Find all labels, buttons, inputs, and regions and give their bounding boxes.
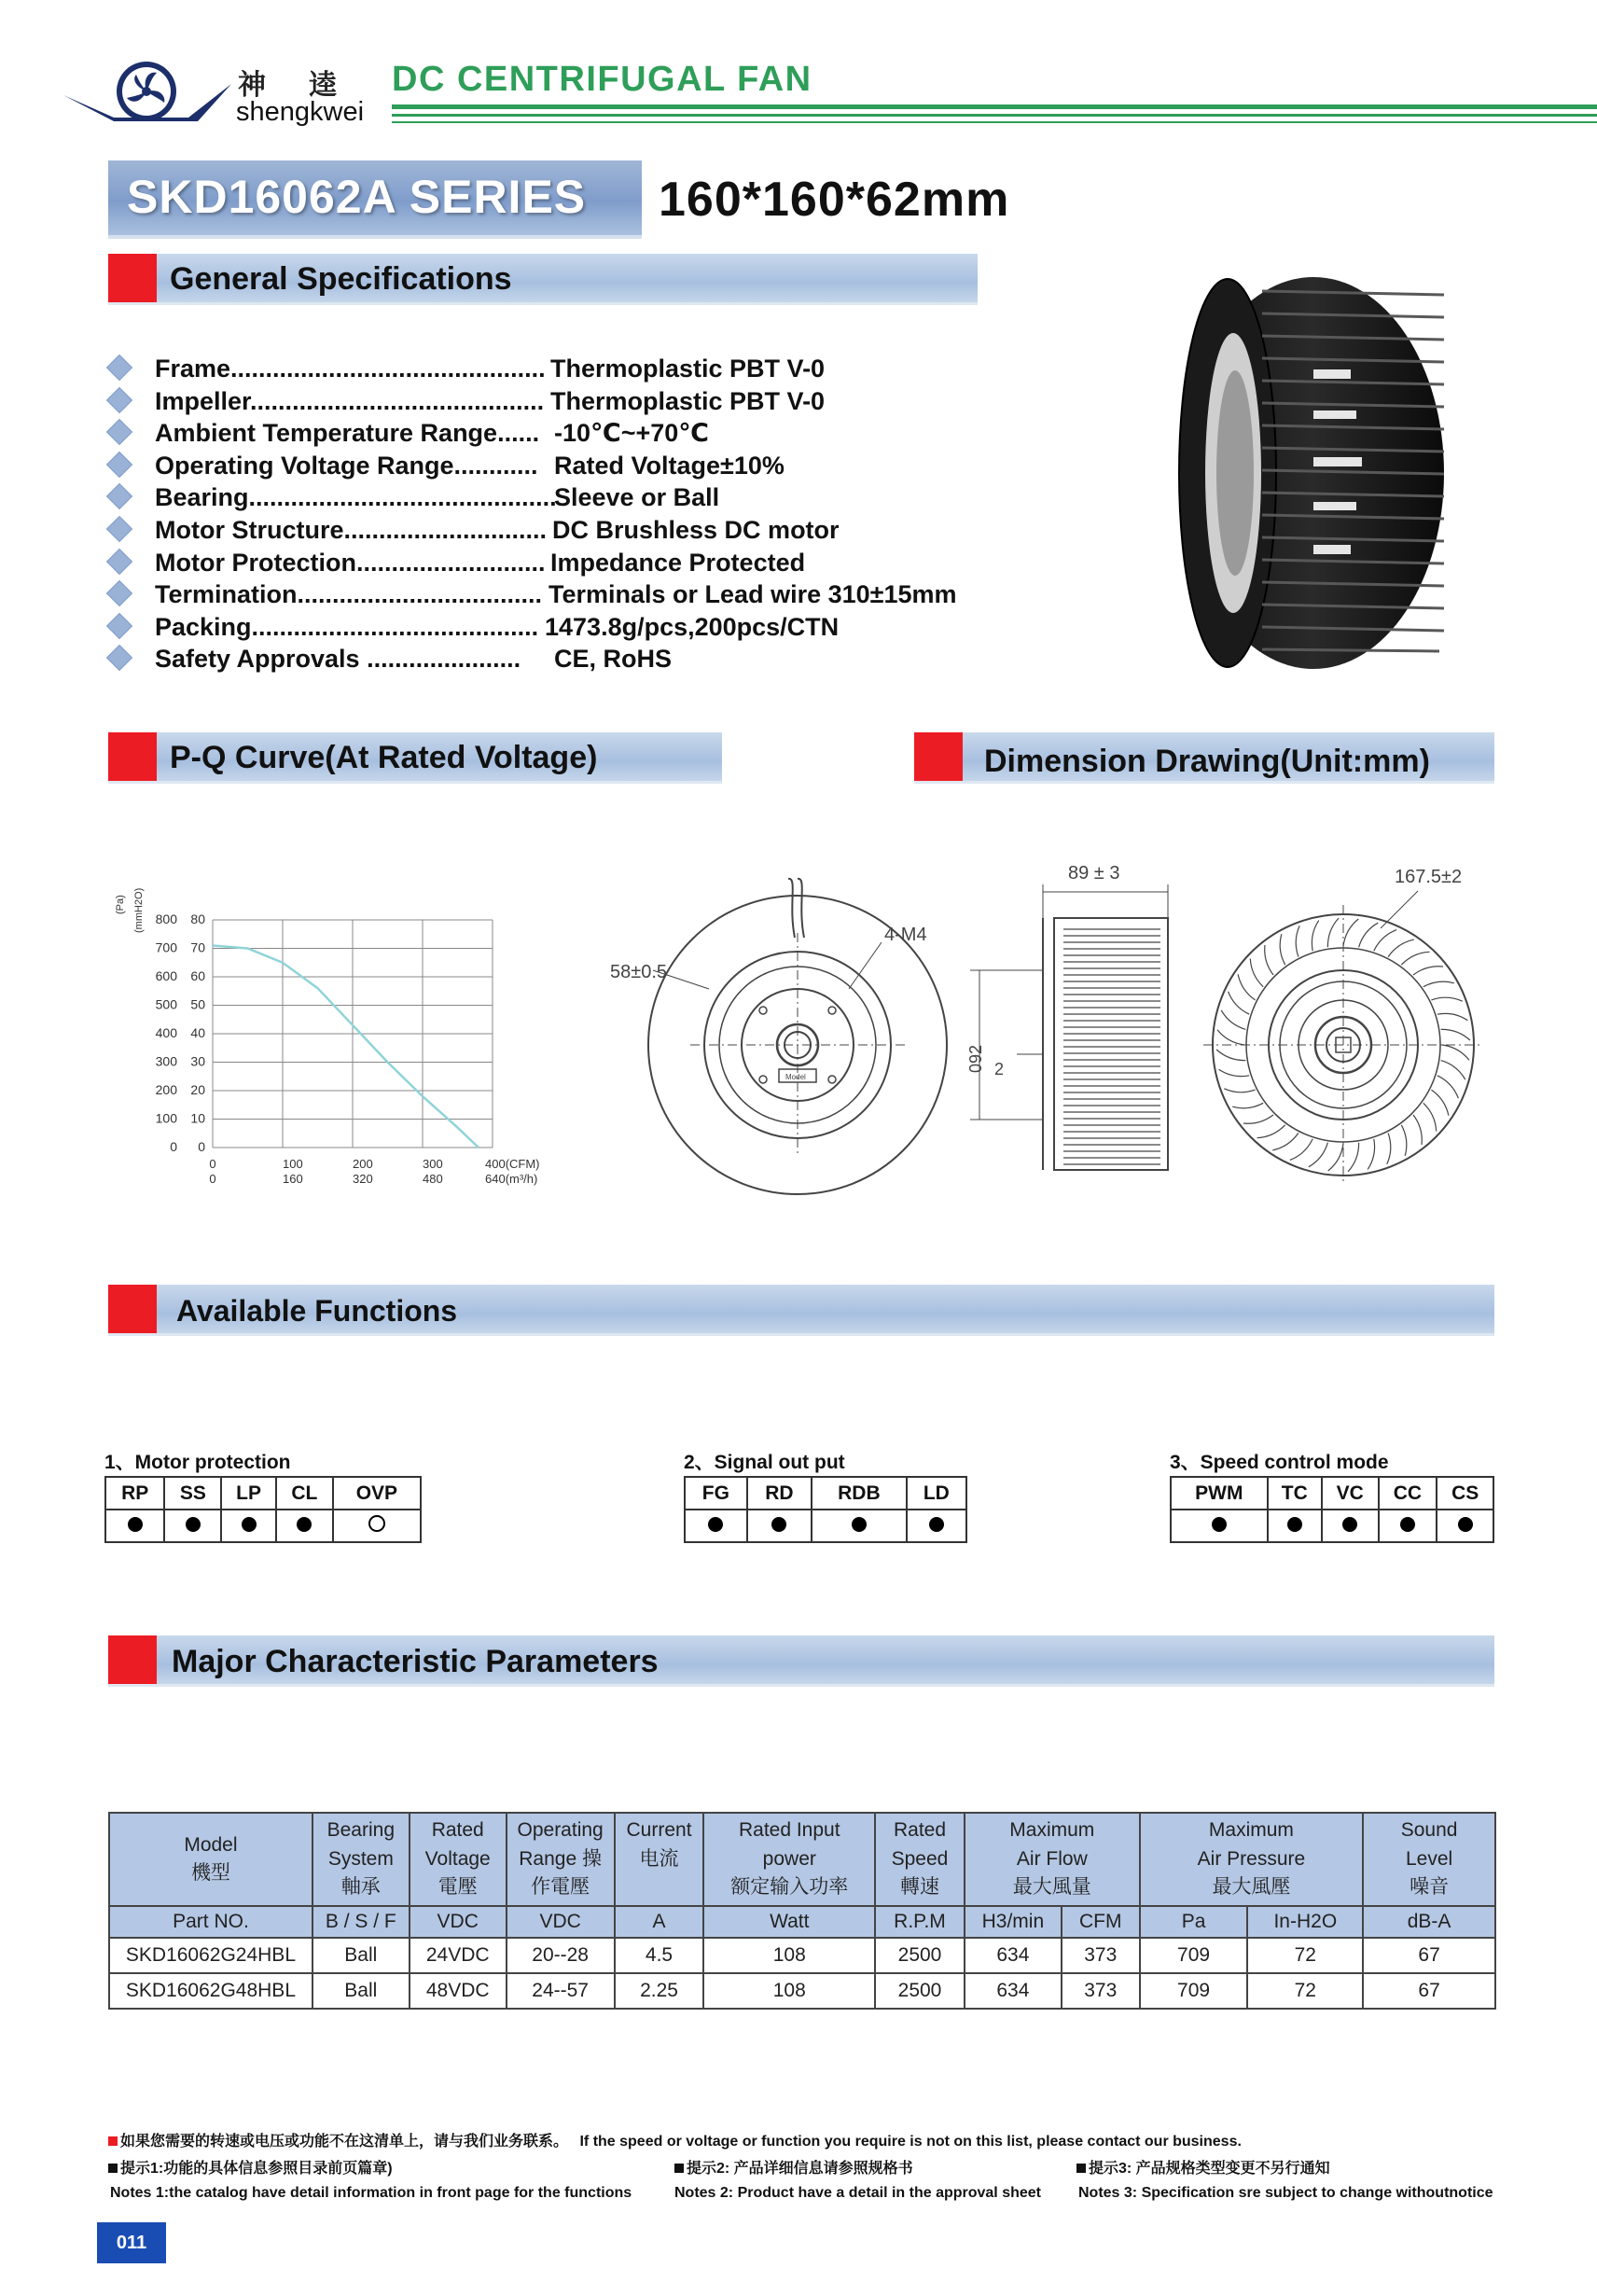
- title-rule-1: [392, 104, 1597, 109]
- hub-label: Model: [785, 1073, 806, 1081]
- unit-cell: VDC: [410, 1906, 507, 1938]
- unit-cell: VDC: [507, 1906, 615, 1938]
- header-current: Current 电流: [615, 1813, 704, 1906]
- signal-output-table: [684, 1476, 967, 1543]
- available-dot-icon: [929, 1517, 944, 1532]
- table-cell: Ball: [312, 1938, 410, 1973]
- title-rule-2: [392, 114, 1597, 117]
- dim-58: 58±0.5: [610, 962, 668, 982]
- header-air-pressure: Maximum Air Pressure 最大風壓: [1140, 1813, 1364, 1906]
- table-cell: 72: [1247, 1973, 1363, 2009]
- function-mark: [1379, 1510, 1437, 1542]
- table-cell: 2500: [875, 1973, 965, 2009]
- function-code-cc: CC: [1379, 1477, 1437, 1510]
- available-dot-icon: [1287, 1517, 1302, 1532]
- spec-value: 1473.8g/pcs,200pcs/CTN: [545, 612, 840, 641]
- brand-logo: [58, 56, 235, 131]
- bullet-diamond-icon: [106, 386, 132, 412]
- y-tick-pa: 700: [155, 939, 177, 955]
- spec-key: Motor Protection...........................: [155, 548, 546, 577]
- header-input-power: Rated Input power 额定输入功率: [703, 1813, 875, 1906]
- bullet-diamond-icon: [106, 355, 132, 381]
- bullet-diamond-icon: [106, 645, 132, 671]
- pq-chart: [110, 868, 558, 1194]
- section-available-functions: [108, 1285, 1494, 1336]
- available-dot-icon: [1458, 1517, 1473, 1532]
- x-tick-m3h: 480: [423, 1172, 443, 1186]
- unit-cell: Part NO.: [109, 1906, 312, 1938]
- bullet-diamond-icon: [106, 613, 132, 639]
- table-row: [109, 1938, 1495, 1973]
- table-header-row: [109, 1813, 1495, 1906]
- contact-note: 如果您需要的转速或电压或功能不在这清单上，请与我们业务联系。 If the speed or voltage or function you require is not on this list, please contact our business.: [108, 2129, 1242, 2150]
- function-code-cl: CL: [276, 1477, 333, 1510]
- section-title: Available Functions: [176, 1294, 458, 1328]
- spec-value: -10℃~+70℃: [554, 419, 709, 448]
- bullet-diamond-icon: [106, 516, 132, 542]
- table-cell: SKD16062G24HBL: [109, 1938, 312, 1973]
- note-2: Notes 2: Product have a detail in the approval sheet: [674, 2185, 1041, 2201]
- y-tick-mmh2o: 80: [190, 911, 205, 926]
- function-mark: [1268, 1510, 1322, 1542]
- bullet-diamond-icon: [106, 452, 132, 478]
- table-cell: 67: [1363, 1938, 1495, 1973]
- spec-value: Terminals or Lead wire 310±15mm: [549, 580, 957, 609]
- function-code-ss: SS: [164, 1477, 221, 1510]
- header-air-flow: Maximum Air Flow 最大風量: [965, 1813, 1140, 1906]
- spec-value: Thermoplastic PBT V-0: [550, 386, 826, 415]
- function-code-ovp: OVP: [333, 1477, 421, 1510]
- bullet-diamond-icon: [106, 548, 132, 574]
- spec-key: Bearing............................................: [155, 483, 557, 512]
- section-marker: [108, 732, 157, 781]
- spec-key: Impeller..........................................: [155, 386, 545, 415]
- unit-cell: dB-A: [1363, 1906, 1495, 1938]
- table-cell: 2500: [875, 1938, 965, 1973]
- table-cell: 634: [965, 1973, 1062, 2009]
- dimension-drawing: [597, 840, 1493, 1213]
- table-cell: 20--28: [507, 1938, 615, 1973]
- motor-protection-title: 1、Motor protection: [104, 1452, 291, 1473]
- x-tick-cfm: 400(CFM): [485, 1157, 540, 1171]
- table-cell: 634: [965, 1938, 1062, 1973]
- signal-output-title: 2、Signal out put: [684, 1452, 845, 1473]
- function-mark: [276, 1510, 333, 1542]
- note-bullet: [1076, 2164, 1086, 2173]
- page-number: 011: [97, 2222, 166, 2263]
- y-tick-mmh2o: 50: [190, 996, 205, 1012]
- y-tick-mmh2o: 70: [190, 939, 205, 955]
- x-tick-cfm: 200: [353, 1157, 373, 1171]
- available-dot-icon: [771, 1517, 786, 1532]
- table-cell: 24--57: [507, 1973, 615, 2009]
- available-dot-icon: [128, 1517, 143, 1532]
- function-mark: [1437, 1510, 1493, 1542]
- x-tick-m3h: 0: [209, 1172, 216, 1186]
- brand-name-cn: 神逵: [238, 69, 380, 102]
- table-cell: 67: [1363, 1973, 1495, 2009]
- table-cell: 72: [1247, 1938, 1363, 1973]
- function-code-ld: LD: [907, 1477, 966, 1510]
- series-name: SKD16062A SERIES: [127, 171, 587, 223]
- function-code-cs: CS: [1437, 1477, 1493, 1510]
- fan-logo-icon: [58, 56, 235, 131]
- y-tick-mmh2o: 60: [190, 968, 205, 983]
- section-title: P-Q Curve(At Rated Voltage): [170, 740, 598, 775]
- series-banner: [108, 160, 642, 239]
- spec-value: Impedance Protected: [550, 548, 806, 577]
- section-marker: [108, 1635, 157, 1684]
- y-tick-pa: 600: [155, 968, 177, 983]
- bullet-diamond-icon: [106, 580, 132, 606]
- unit-cell: In-H2O: [1247, 1906, 1363, 1938]
- table-cell: 4.5: [615, 1938, 704, 1973]
- available-dot-icon: [1212, 1517, 1227, 1532]
- section-pq-curve: [108, 732, 722, 784]
- x-tick-cfm: 0: [209, 1157, 216, 1171]
- function-mark: [685, 1510, 747, 1542]
- dim-89: 89 ± 3: [1068, 863, 1120, 884]
- y-tick-mmh2o: 0: [198, 1139, 205, 1154]
- table-cell: 709: [1140, 1973, 1248, 2009]
- spec-key: Packing.........................................: [155, 612, 539, 641]
- tip-1: 提示1:功能的具体信息参照目录前页篇章): [108, 2156, 393, 2178]
- function-mark: [812, 1510, 907, 1542]
- function-code-lp: LP: [221, 1477, 276, 1510]
- rear-view: [1203, 891, 1483, 1185]
- table-cell: 373: [1062, 1938, 1140, 1973]
- available-dot-icon: [1342, 1517, 1357, 1532]
- available-dot-icon: [297, 1517, 312, 1532]
- y-axis-label-mmh2o: (mmH2O): [133, 887, 145, 933]
- spec-key: Frame.............................................: [155, 355, 546, 383]
- y-tick-mmh2o: 10: [190, 1110, 205, 1126]
- y-tick-pa: 100: [155, 1110, 177, 1126]
- spec-value: CE, RoHS: [554, 645, 673, 674]
- y-tick-mmh2o: 40: [190, 1025, 205, 1040]
- spec-key: Ambient Temperature Range......: [155, 419, 540, 448]
- x-tick-cfm: 100: [283, 1157, 303, 1171]
- brand-name-en: shengkwei: [236, 97, 365, 127]
- section-general-specifications: [108, 254, 978, 305]
- note-3: Notes 3: Specification sre subject to change withoutnotice: [1078, 2185, 1493, 2201]
- y-tick-pa: 300: [155, 1053, 177, 1069]
- parameter-table: [108, 1812, 1496, 2010]
- table-cell: 24VDC: [410, 1938, 507, 1973]
- header-bearing: Bearing System 軸承: [312, 1813, 410, 1906]
- fan-product-image: [1173, 272, 1474, 674]
- dim-2: 2: [994, 1060, 1005, 1078]
- speed-control-table: [1170, 1476, 1494, 1543]
- note-bullet: [108, 2136, 118, 2146]
- note-bullet: [674, 2164, 684, 2173]
- header-speed: Rated Speed 轉速: [875, 1813, 965, 1906]
- table-units-row: [109, 1906, 1495, 1938]
- y-tick-mmh2o: 30: [190, 1053, 205, 1069]
- function-code-pwm: PWM: [1171, 1477, 1268, 1510]
- header-voltage: Rated Voltage 電壓: [410, 1813, 507, 1906]
- function-mark: [747, 1510, 812, 1542]
- page-title: DC CENTRIFUGAL FAN: [392, 60, 812, 99]
- unit-cell: Pa: [1140, 1906, 1248, 1938]
- header-sound-level: Sound Level 噪音: [1363, 1813, 1495, 1906]
- table-cell: 108: [703, 1938, 875, 1973]
- title-rule-3: [392, 121, 1597, 123]
- y-tick-pa: 800: [155, 911, 177, 926]
- optional-circle-icon: [368, 1515, 385, 1532]
- table-row: [109, 1973, 1495, 2009]
- table-cell: 709: [1140, 1938, 1248, 1973]
- section-dimension-drawing: [914, 732, 1494, 784]
- function-code-fg: FG: [685, 1477, 747, 1510]
- dim-92: 092: [966, 1044, 985, 1073]
- unit-cell: Watt: [703, 1906, 875, 1938]
- y-tick-pa: 500: [155, 996, 177, 1012]
- tip-3: 提示3: 产品规格类型变更不另行通知: [1076, 2156, 1330, 2178]
- section-major-parameters: [108, 1635, 1494, 1687]
- function-code-vc: VC: [1322, 1477, 1379, 1510]
- y-tick-pa: 400: [155, 1025, 177, 1040]
- function-code-rd: RD: [747, 1477, 812, 1510]
- available-dot-icon: [186, 1517, 201, 1532]
- x-tick-m3h: 160: [283, 1172, 303, 1186]
- x-tick-cfm: 300: [423, 1157, 443, 1171]
- header-operating-range: Operating Range 操 作電壓: [507, 1813, 615, 1906]
- available-dot-icon: [852, 1517, 867, 1532]
- spec-value: Thermoplastic PBT V-0: [550, 355, 826, 383]
- dim-167-5: 167.5±2: [1395, 867, 1463, 887]
- section-title: General Specifications: [170, 261, 512, 297]
- spec-value: DC Brushless DC motor: [552, 516, 840, 544]
- table-cell: 108: [703, 1973, 875, 2009]
- table-cell: Ball: [312, 1973, 410, 2009]
- section-marker: [108, 254, 157, 302]
- header-model: Model 機型: [109, 1813, 312, 1906]
- speed-control-title: 3、Speed control mode: [1170, 1452, 1389, 1473]
- motor-protection-table: [104, 1476, 422, 1543]
- y-tick-pa: 200: [155, 1082, 177, 1097]
- spec-key: Motor Structure.............................: [155, 516, 548, 544]
- section-marker: [108, 1285, 157, 1333]
- y-tick-mmh2o: 20: [190, 1082, 205, 1097]
- function-code-tc: TC: [1268, 1477, 1322, 1510]
- pq-chart-svg: [110, 868, 558, 1194]
- unit-cell: R.P.M: [875, 1906, 965, 1938]
- bullet-diamond-icon: [106, 483, 132, 509]
- function-mark: [164, 1510, 221, 1542]
- function-mark: [1322, 1510, 1379, 1542]
- function-mark: [221, 1510, 276, 1542]
- spec-key: Safety Approvals ......................: [155, 645, 521, 674]
- note-bullet: [108, 2164, 118, 2173]
- note-1: Notes 1:the catalog have detail information in front page for the functions: [110, 2185, 632, 2201]
- side-view: [970, 884, 1168, 1170]
- y-axis-label-pa: (Pa): [115, 895, 126, 914]
- spec-value: Sleeve or Ball: [554, 483, 720, 512]
- section-title: Major Characteristic Parameters: [172, 1644, 659, 1679]
- table-cell: 2.25: [615, 1973, 704, 2009]
- x-tick-m3h: 640(m³/h): [485, 1172, 538, 1186]
- function-mark: [1171, 1510, 1268, 1542]
- unit-cell: H3/min: [965, 1906, 1062, 1938]
- function-code-rdb: RDB: [812, 1477, 907, 1510]
- available-dot-icon: [708, 1517, 723, 1532]
- function-mark: [907, 1510, 966, 1542]
- section-marker: [914, 732, 963, 781]
- available-dot-icon: [1400, 1517, 1415, 1532]
- series-dimensions: 160*160*62mm: [659, 173, 1010, 227]
- bullet-diamond-icon: [106, 419, 132, 445]
- function-mark: [105, 1510, 164, 1542]
- table-cell: 48VDC: [410, 1973, 507, 2009]
- spec-value: Rated Voltage±10%: [554, 451, 785, 480]
- section-title: Dimension Drawing(Unit:mm): [984, 744, 1430, 779]
- spec-key: Operating Voltage Range............: [155, 451, 538, 480]
- function-code-rp: RP: [105, 1477, 164, 1510]
- table-cell: 373: [1062, 1973, 1140, 2009]
- unit-cell: CFM: [1062, 1906, 1140, 1938]
- available-dot-icon: [242, 1517, 257, 1532]
- table-cell: SKD16062G48HBL: [109, 1973, 312, 2009]
- spec-key: Termination...................................: [155, 580, 543, 609]
- dim-4-m4: 4-M4: [884, 925, 927, 945]
- unit-cell: A: [615, 1906, 704, 1938]
- x-tick-m3h: 320: [353, 1172, 373, 1186]
- pq-curve-line: [213, 946, 479, 1148]
- unit-cell: B / S / F: [312, 1906, 410, 1938]
- tip-2: 提示2: 产品详细信息请参照规格书: [674, 2156, 913, 2178]
- function-mark: [333, 1510, 421, 1542]
- y-tick-pa: 0: [170, 1139, 177, 1154]
